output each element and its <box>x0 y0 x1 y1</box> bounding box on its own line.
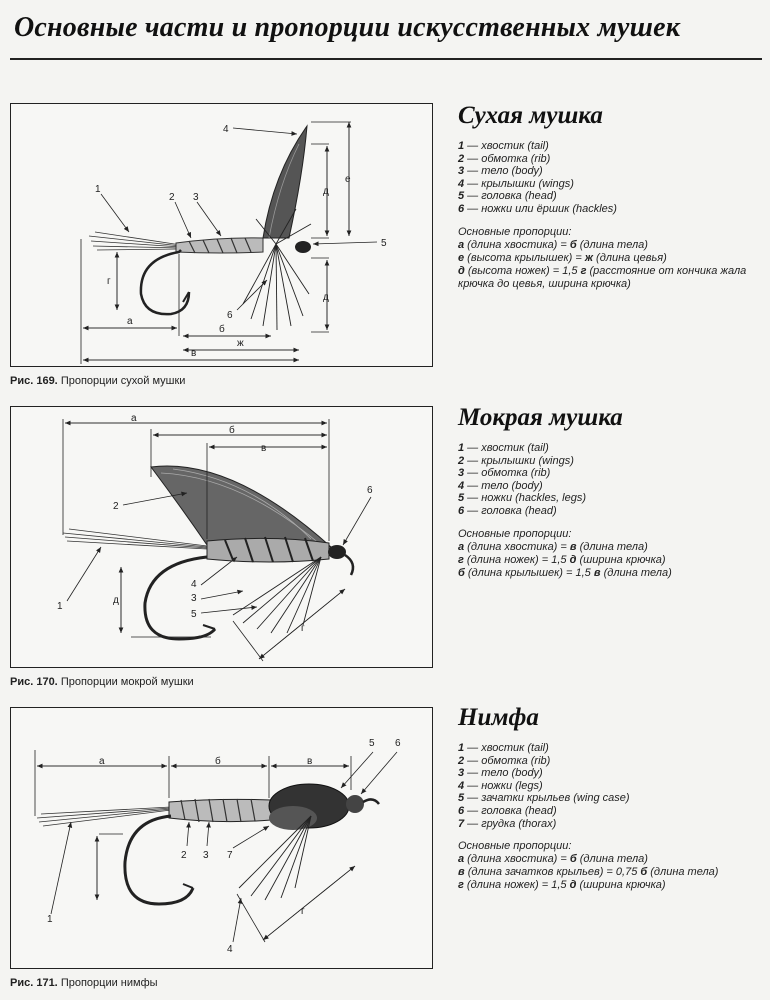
dry-fly-label-5: 5 <box>381 238 387 249</box>
nymph-caption: Рис. 171. Пропорции нимфы <box>10 977 158 989</box>
nymph-label-g: г <box>301 906 305 917</box>
dry-fly-label-v: в <box>191 348 197 359</box>
proportion-row: г (длина ножек) = 1,5 д (ширина крючка) <box>458 553 666 566</box>
dry-fly-label-zh: ж <box>237 338 244 349</box>
nymph-label-2: 2 <box>181 850 187 861</box>
wet-fly-label-a: а <box>131 413 137 424</box>
wet-fly-tail <box>63 529 207 549</box>
dry-fly-section <box>458 102 758 291</box>
dry-fly-label-6: 6 <box>227 310 233 321</box>
list-item: 5 — зачатки крыльев (wing case) <box>458 792 630 805</box>
list-item: 6 — головка (head) <box>458 804 557 817</box>
page-title: Основные части и пропорции искусственных мушек <box>14 12 681 43</box>
wet-fly-head <box>328 545 346 559</box>
proportion-row: б (длина крылышек) = 1,5 в (длина тела) <box>458 566 672 579</box>
dry-fly-label-2: 2 <box>169 192 175 203</box>
dry-fly-head <box>295 241 311 253</box>
wet-fly-label-v: в <box>261 443 267 454</box>
wet-fly-diagram <box>11 407 434 669</box>
proportion-row: а (длина хвостика) = б (длина тела) <box>458 238 648 251</box>
nymph-head <box>346 795 364 813</box>
wet-fly-label-5: 5 <box>191 609 197 620</box>
nymph-section <box>458 704 758 892</box>
list-item: 6 — головка (head) <box>458 504 557 517</box>
dry-fly-label-4: 4 <box>223 124 229 135</box>
dry-fly-label-1: 1 <box>95 184 101 195</box>
list-item: 3 — обмотка (rib) <box>458 467 551 480</box>
nymph-label-5: 5 <box>369 738 375 749</box>
list-item: 1 — хвостик (tail) <box>458 140 549 152</box>
nymph-proportions <box>458 853 758 892</box>
dry-fly-label-d-bottom: д <box>323 292 329 303</box>
list-item: 3 — тело (body) <box>458 165 543 178</box>
wet-fly-label-g: г <box>301 623 305 634</box>
list-item: 2 — обмотка (rib) <box>458 152 551 165</box>
wet-fly-wings <box>151 466 331 547</box>
dry-fly-label-d-top: д <box>323 186 329 197</box>
wet-fly-proportions <box>458 541 758 580</box>
nymph-dimensions <box>35 750 397 942</box>
wet-fly-label-2: 2 <box>113 501 119 512</box>
list-item: 4 — ножки (legs) <box>458 779 543 792</box>
dry-fly-label-b: б <box>219 324 225 335</box>
proportion-row: г (длина ножек) = 1,5 д (ширина крючка) <box>458 879 666 892</box>
wet-fly-label-6: 6 <box>367 485 373 496</box>
dry-fly-label-g: г <box>107 276 111 287</box>
proportion-row: а (длина хвостика) = б (длина тела) <box>458 853 648 866</box>
wet-fly-hackles <box>233 557 321 633</box>
wet-fly-label-4: 4 <box>191 579 197 590</box>
proportion-row: а (длина хвостика) = в (длина тела) <box>458 540 648 553</box>
dry-fly-title: Сухая мушка <box>458 102 603 129</box>
dry-fly-proportions <box>458 239 758 291</box>
nymph-label-3: 3 <box>203 850 209 861</box>
list-item: 5 — головка (head) <box>458 190 557 203</box>
wet-fly-illustration-panel <box>10 406 433 668</box>
dry-fly-tail <box>89 232 181 250</box>
dry-fly-caption: Рис. 169. Пропорции сухой мушки <box>10 375 186 387</box>
nymph-label-1: 1 <box>47 914 53 925</box>
nymph-tail <box>37 807 171 826</box>
wet-fly-proportions-heading: Основные пропорции: <box>458 527 572 540</box>
proportion-row: д (высота ножек) = 1,5 г (расстояние от кончика жала крючка до цевья, ширина крючка) <box>458 264 747 290</box>
dry-fly-label-3: 3 <box>193 192 199 203</box>
list-item: 1 — хвостик (tail) <box>458 442 549 454</box>
nymph-diagram <box>11 708 434 970</box>
list-item: 4 — тело (body) <box>458 479 543 492</box>
dry-fly-parts-list <box>458 140 758 216</box>
list-item: 2 — обмотка (rib) <box>458 754 551 767</box>
wet-fly-section <box>458 404 758 580</box>
wet-fly-caption: Рис. 170. Пропорции мокрой мушки <box>10 676 194 688</box>
nymph-title: Нимфа <box>458 704 539 731</box>
wet-fly-label-3: 3 <box>191 593 197 604</box>
list-item: 2 — крылышки (wings) <box>458 454 574 467</box>
dry-fly-proportions-heading: Основные пропорции: <box>458 225 572 238</box>
nymph-proportions-heading: Основные пропорции: <box>458 840 572 853</box>
list-item: 1 — хвостик (tail) <box>458 742 549 754</box>
dry-fly-hook <box>141 250 189 314</box>
nymph-label-a: а <box>99 756 105 767</box>
nymph-label-v: в <box>307 756 313 767</box>
dry-fly-wings <box>263 126 307 238</box>
wet-fly-label-d: д <box>113 595 119 606</box>
nymph-illustration-panel <box>10 707 433 969</box>
title-divider <box>10 58 762 60</box>
list-item: 3 — тело (body) <box>458 767 543 780</box>
wet-fly-parts-list <box>458 442 758 518</box>
nymph-parts-list <box>458 742 758 830</box>
list-item: 5 — ножки (hackles, legs) <box>458 492 587 505</box>
nymph-label-6: 6 <box>395 738 401 749</box>
nymph-label-b: б <box>215 756 221 767</box>
nymph-label-7: 7 <box>227 850 233 861</box>
list-item: 6 — ножки или ёршик (hackles) <box>458 202 617 215</box>
list-item: 7 — грудка (thorax) <box>458 817 557 830</box>
wet-fly-title: Мокрая мушка <box>458 404 623 431</box>
dry-fly-illustration-panel <box>10 103 433 367</box>
proportion-row: в (длина зачатков крыльев) = 0,75 б (длина тела) <box>458 866 719 879</box>
dry-fly-diagram <box>11 104 434 368</box>
nymph-label-4: 4 <box>227 944 233 955</box>
dry-fly-label-a: а <box>127 316 133 327</box>
dry-fly-label-e: е <box>345 174 351 185</box>
list-item: 4 — крылышки (wings) <box>458 177 574 190</box>
proportion-row: е (высота крылышек) = ж (длина цевья) <box>458 251 667 264</box>
wet-fly-label-b: б <box>229 425 235 436</box>
wet-fly-label-1: 1 <box>57 601 63 612</box>
